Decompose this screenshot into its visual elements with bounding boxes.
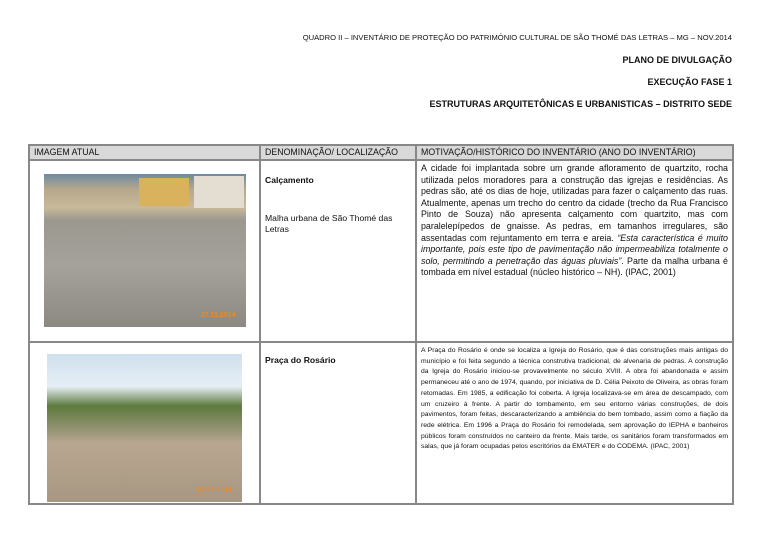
name-cell	[260, 342, 416, 504]
column-header-name: DENOMINAÇÃO/ LOCALIZAÇÃO	[260, 145, 416, 160]
image-cell	[29, 160, 260, 342]
praca-rosario-photo	[47, 354, 242, 502]
plan-title: PLANO DE DIVULGAÇÃO	[622, 55, 732, 65]
table-row	[29, 342, 733, 504]
history-quote: “Esta característica é muito importante, pois este tipo de pavimentação não impermeabiliza totalmente o solo, permitindo a penetração das águas pluviais”	[421, 232, 728, 266]
column-header-image: IMAGEM ATUAL	[29, 145, 260, 160]
item-name: Praça do Rosário	[265, 355, 336, 365]
history-text: A cidade foi implantada sobre um grande afloramento de quartzito, rocha utilizada pelos moradores para a construção das igrejas e residências. As pedras são, até os dias de hoje, utilizadas para fazer o calçamento das ruas. Atualmente, apenas um trecho do centro da cidade (trecho da Rua Francisco Pinto de Souza) não apresenta calçamento com quartzito, mas com paralelepípedos de gnaisse. As pedras, em tamanhos irregulares, são assentadas com rejuntamento em terra e areia.	[421, 163, 728, 243]
name-cell	[260, 160, 416, 342]
calcamento-photo	[44, 174, 246, 327]
history-cell	[416, 342, 733, 504]
image-cell	[29, 342, 260, 504]
history-text: A Praça do Rosário é onde se localiza a Igreja do Rosário, que é das construções mais antigas do município e foi feita segundo a técnica construtiva tradicional, de alvenaria de pedras. A construção da Igreja do Rosário iniciou-se provavelmente no século XVIII. A obra foi abandonada e assim permaneceu até o ano de 1974, quando, por iniciativa de D. Célia Peixoto de Oliveira, as obras foram retomadas. Em 1985, a edificação foi coberta. A Igreja localizava-se em área de descampado, com um cruzeiro à frente. A partir do tombamento, em seu entorno várias construções, de dois pavimentos, foram feitas, descaracterizando a ambiência do bem tombado, assim como a fiação da rede elétrica. Em 1996 a Praça do Rosário foi remodelada, sem aprovação do IEPHA e banheiros públicos foram construídos no canteiro da frente. Mais tarde, os sanitários foram transformados em salas, que já foram ocupadas pelos escritórios da EMATER e do CODEMA. (IPAC, 2001)	[421, 347, 728, 451]
table-row	[29, 160, 733, 342]
photo-date: 27.11.2014	[200, 312, 236, 319]
column-header-history: MOTIVAÇÃO/HISTÓRICO DO INVENTÁRIO (ANO DO INVENTÁRIO)	[416, 145, 733, 160]
section-title: ESTRUTURAS ARQUITETÔNICAS E URBANISTICAS – DISTRITO SEDE	[429, 99, 732, 109]
inventory-table	[28, 144, 734, 505]
photo-date: 27.11.2014	[197, 487, 232, 494]
table-header-row	[29, 145, 733, 160]
history-cell	[416, 160, 733, 342]
document-subtitle: QUADRO II – INVENTÁRIO DE PROTEÇÃO DO PATRIMÔNIO CULTURAL DE SÃO THOMÉ DAS LETRAS – MG – NOV.2014	[302, 33, 732, 42]
phase-title: EXECUÇÃO FASE 1	[647, 77, 732, 87]
history-text-end: . Parte da malha urbana é tombada em nível estadual (núcleo histórico – NH). (IPAC, 2001)	[421, 255, 728, 278]
item-location: Malha urbana de São Thomé das Letras	[265, 212, 393, 234]
item-name: Calçamento	[265, 175, 314, 185]
